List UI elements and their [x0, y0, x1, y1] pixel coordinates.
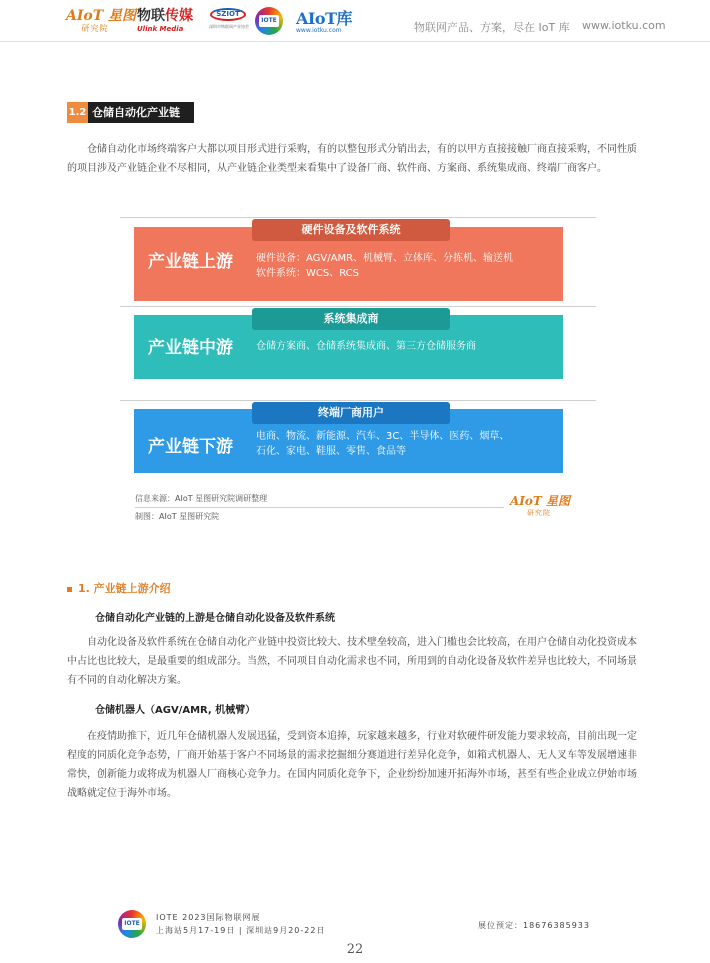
subsection-lead: 仓储自动化产业链的上游是仓储自动化设备及软件系统: [95, 613, 335, 624]
iotku-logo: AIoT库 www.iotku.com: [296, 9, 352, 34]
intro-paragraph: 仓储自动化市场终端客户大都以项目形式进行采购，有的以整包形式分销出去，有的以甲方直接接触厂商直接采购，不同性质的项目涉及产业链企业不尽相同，从产业链企业类型来看集中了设备厂商、软件商、方案商、系统集成商、终端厂商客户。: [67, 144, 637, 174]
midstream-desc-line1: 仓储方案商、仓储系统集成商、第三方仓储服务商: [256, 341, 476, 352]
iote-expo-logo: IOTE: [118, 910, 146, 938]
header-url[interactable]: www.iotku.com: [582, 19, 666, 32]
maker-note: 制图：AIoT 星图研究院: [135, 512, 220, 521]
upstream-desc-line1: 硬件设备：AGV/AMR、机械臂、立体库、分拣机、输送机: [256, 253, 514, 264]
section-title: 仓储自动化产业链: [92, 106, 180, 119]
downstream-tag: 终端厂商用户: [252, 402, 450, 424]
midstream-stage-label: 产业链中游: [148, 338, 233, 358]
square-bullet-icon: [67, 587, 72, 592]
upstream-tag: 硬件设备及软件系统: [252, 219, 450, 241]
upstream-desc-line2: 软件系统：WCS、RCS: [256, 268, 359, 279]
page-header: [0, 0, 710, 42]
section-heading: [67, 102, 194, 123]
downstream-stage-label: 产业链下游: [148, 437, 233, 457]
source-note: 信息来源：AIoT 星图研究院调研整理: [135, 494, 268, 503]
aiot-research-logo: AIoT 星图 研究院: [66, 8, 137, 33]
header-slogan: 物联网产品、方案，尽在 IoT 库: [414, 21, 570, 34]
iote-logo: IOTE: [255, 7, 283, 35]
section-number: 1.2: [67, 102, 88, 123]
upstream-stage-label: 产业链上游: [148, 252, 233, 272]
downstream-desc-line2: 石化、家电、鞋服、零售、食品等: [256, 446, 406, 457]
robot-heading: 仓储机器人（AGV/AMR, 机械臂）: [95, 705, 256, 716]
divider-line: [120, 217, 596, 218]
body-paragraph: 在疫情助推下，近几年仓储机器人发展迅猛，受到资本追捧，玩家越来越多，行业对软硬件研发能力要求较高，目前出现一定程度的同质化竞争态势，厂商开始基于客户不同场景的需求挖掘细分赛道进行差异化竞争，如箱式机器人、无人叉车等发展增速非常快，创新能力或将成为机器人厂商核心竞争力。在国内同质化竞争下，企业纷纷加速开拓海外市场，甚至有些企业成立伊始市场战略就定位于海外市场。: [67, 731, 637, 799]
midstream-tag: 系统集成商: [252, 308, 450, 330]
ulink-media-logo: 物联传媒 Ulink Media: [137, 8, 193, 33]
divider-line: [120, 400, 596, 401]
diagram-source: [135, 490, 267, 526]
sziot-logo: SZIOT 深圳市物联网产业协会: [209, 10, 249, 29]
downstream-desc-line1: 电商、物流、新能源、汽车、3C、半导体、医药、烟草、: [256, 431, 510, 442]
page-number: 22: [346, 942, 364, 957]
aiot-research-logo: AIoT 星图 研究院: [510, 494, 571, 517]
source-divider: [135, 507, 504, 508]
subsection-heading: 1. 产业链上游介绍: [67, 580, 171, 596]
body-paragraph: 自动化设备及软件系统在仓储自动化产业链中投资比较大、技术壁垒较高，进入门槛也会比较高，在用户仓储自动化投资成本中占比也比较大，是最重要的组成部分。当然，不同项目自动化需求也不同，所用到的自动化设备及软件差异也比较大，不同场景有不同的自动化解决方案。: [67, 637, 637, 686]
booth-contact: 展位预定：18676385933: [478, 921, 590, 930]
expo-info: IOTE 2023国际物联网展 上海站5月17-19日 | 深圳站9月20-22日: [156, 913, 326, 935]
divider-line: [120, 306, 596, 307]
